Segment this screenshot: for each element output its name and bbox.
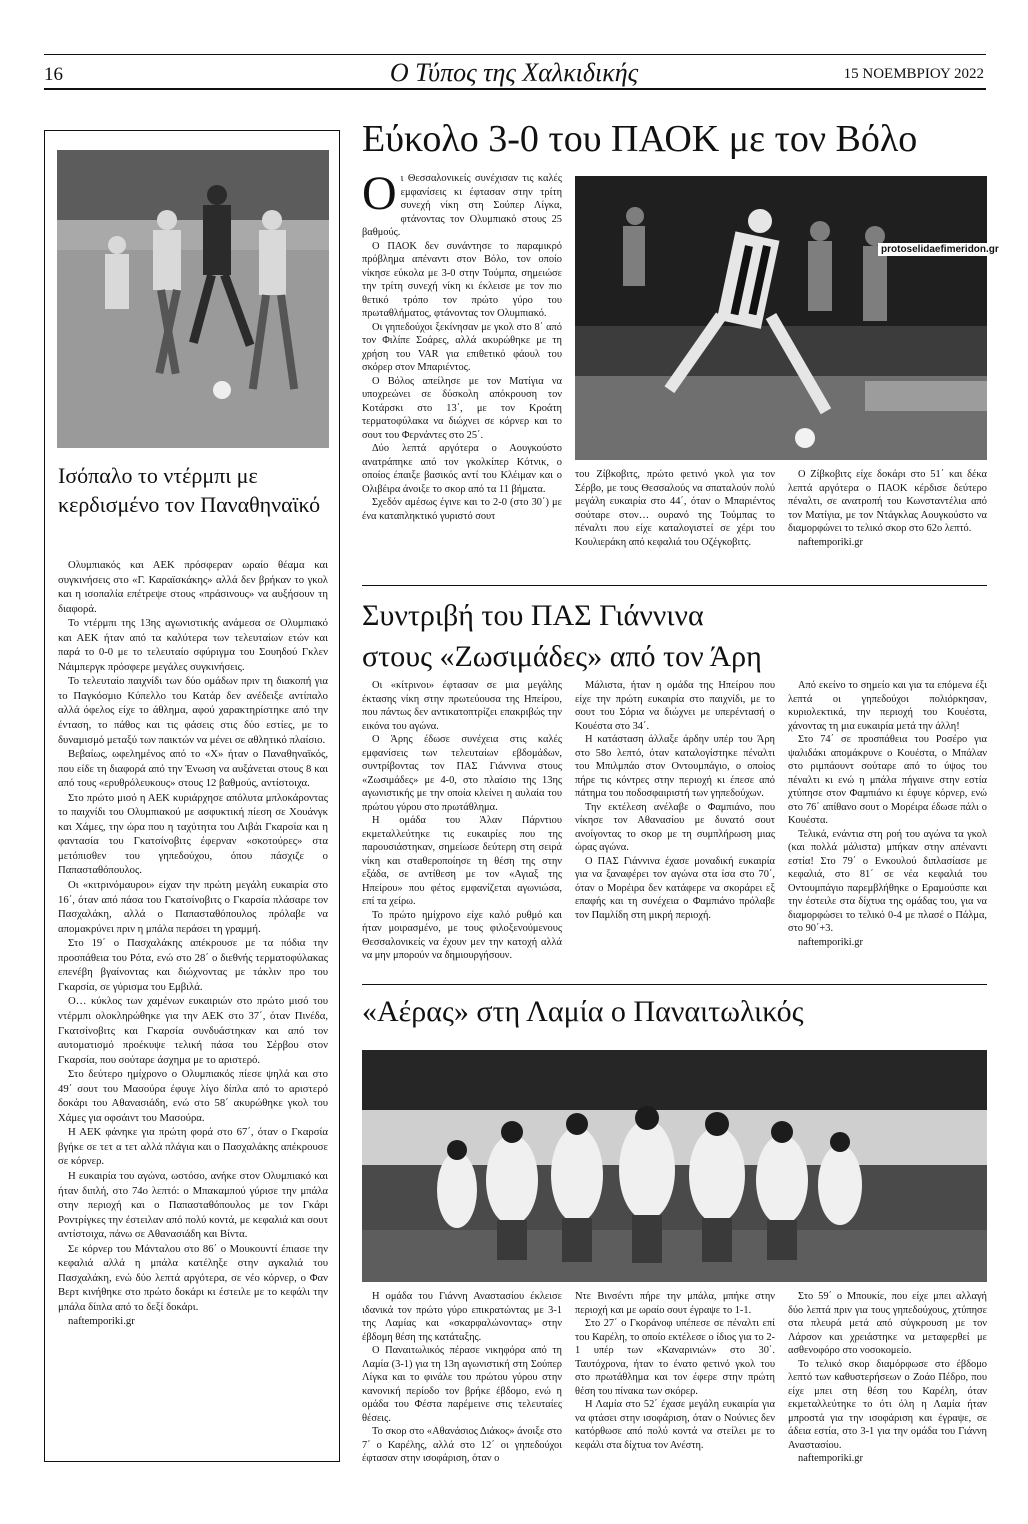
paragraph: Από εκείνο το σημείο και για τα επόμενα έξι λεπτά οι γηπεδούχοι πολιόρκησαν, κυριολεκτικά, την περιοχή του Κουέστα, χάνοντας τη μια ευκαιρία μετά την άλλη! [788, 680, 987, 732]
pas-headline [362, 596, 1002, 677]
panaitolikos-photo [362, 1050, 987, 1282]
paok-photo [575, 176, 987, 460]
header-bottom-rule [44, 88, 986, 90]
paragraph: Στο 19΄ ο Πασχαλάκης απέκρουσε με τα πόδια την προσπάθεια του Ρότα, ενώ στο 28΄ ο διεθνής τερματοφύλακας επενέβη βγαίνοντας και διώχνοντας με τάκλιν προ του Γκαρσία, σε γύρισμα του Εμβιλά. [58, 937, 328, 993]
paragraph: Στο 74΄ σε προσπάθεια του Ροσέρο για ψαλιδάκι απομάκρυνε ο Κουέστα, ο Μπάλαν στο ριμπάουντ σούταρε από το ύψος του πέναλτι κι ενώ η μπάλα πήγαινε στην εστία χτύπησε στον Φαμπιάνο κι έφυγε κόρνερ, ενώ στο 76΄ απίθανο σουτ ο Μορέιρα έδωσε πάλι ο Κουέστα. [788, 734, 987, 827]
paragraph: Μάλιστα, ήταν η ομάδα της Ηπείρου που είχε την πρώτη ευκαιρία στο παιχνίδι, με το σουτ του Σόρια να διώχνει με υπερέντασή ο Κουέστα στο 34΄. [575, 680, 775, 732]
panaitolikos-column-2 [575, 1290, 775, 1452]
panaitolikos-column-3 [788, 1290, 987, 1466]
headline-line: στους «Ζωσιμάδες» από τον Άρη [362, 639, 762, 673]
paragraph: Στο 59΄ ο Μπουκίε, που είχε μπει αλλαγή δύο λεπτά πριν για τους γηπεδούχους, χτύπησε στα πλευρά μετά από σύγκρουση με τον Λάρσον και χρειάστηκε να μεταφερθεί με ασθενοφόρο στο νοσοκομείο. [788, 1291, 987, 1357]
paragraph: του Ζίβκοβιτς, πρώτο φετινό γκολ για τον Σέρβο, με τους Θεσσαλούς να σπαταλούν πολύ μεγάλη ευκαιρία στο 44΄, όταν ο Μπαριέντος σούταρε στον… ουρανό της Τούμπας το πέναλτι που είχε καταλογιστεί σε χέρι του Κουλιεράκη από κεφαλιά του Οζέγκοβιτς. [575, 469, 775, 548]
paragraph: Ο Βόλος απείλησε με τον Ματίγια να υποχρεώνει σε δύσκολη απόκρουση τον Κοτάρσκι στο 13΄, με τον Κροάτη τερματοφύλακα να διώχνει σε κόρνερ και το σουτ του Φερνάντες στο 25΄. [362, 375, 562, 441]
drop-cap: Ο [362, 167, 397, 220]
paragraph: Η ευκαιρία του αγώνα, ωστόσο, ανήκε στον Ολυμπιακό και ήταν διπλή, στο 74ο λεπτό: ο Μπακαμπού γύρισε την μπάλα στην περιοχή και ο Παπασταθόπουλος με τον Γκάρι Ροντρίγκες την έστειλαν από πολύ κοντά, με κεφαλιά και σουτ αντίστοιχα, πάνω σε Αθανασιάδη και Βίντα. [58, 1169, 328, 1241]
paragraph: Ντε Βινσέντι πήρε την μπάλα, μπήκε στην περιοχή και με ωραίο σουτ έγραψε το 1-1. [575, 1291, 775, 1316]
paragraph: Στο δεύτερο ημίχρονο ο Ολυμπιακός πίεσε ψηλά και στο 49΄ σουτ του Μασούρα έφυγε λίγο δίπλα από το αριστερό δοκάρι του Αθανασιάδη, ενώ στο 58΄ ακυρώθηκε γκολ του Χάμες για οφσάιντ του Μασούρα. [58, 1068, 328, 1124]
paragraph: Βεβαίως, ωφελημένος από το «Χ» ήταν ο Παναθηναϊκός, που είδε τη διαφορά από την Ένωση να αυξάνεται στους 8 και από τους «ερυθρόλευκους» στους 12 βαθμούς, αντίστοιχα. [58, 748, 328, 790]
paragraph: Οι «κιτρινόμαυροι» είχαν την πρώτη μεγάλη ευκαιρία στο 16΄, όταν από πάσα του Γκατσίνοβιτς ο Γκαρσία πλάσαρε τον Πασχαλάκη, αλλά ο Παπασταθόπουλος πρόλαβε να απομακρύνει πριν η μπάλα περάσει τη γραμμή. [58, 879, 328, 935]
paragraph: Το τελευταίο παιχνίδι των δύο ομάδων πριν τη διακοπή για το Παγκόσμιο Κύπελλο του Κατάρ δεν ανέδειξε αντίπαλο αλλά όφελος είχε το άθλημα, αφού χαρακτηρίστηκε από την ένταση, το πάθος και τις φάσεις στις δύο εστίες, με το δυναμισμό μεταξύ των παικτών να μένει σε αθλητικό πλαίσιο. [58, 675, 328, 746]
paragraph: Σε κόρνερ του Μάνταλου στο 86΄ ο Μουκουντί έπιασε την κεφαλιά αλλά η μπάλα κατέληξε στην αγκαλιά του Πασχαλάκη, ενώ δύο λεπτά αργότερα, σε νέο κόρνερ, ο Φαν Βερτ κινήθηκε στο πρώτο δοκάρι κι έστειλε με το κεφάλι την μπάλα δίπλα από το δεξί δοκάρι. [58, 1242, 328, 1313]
paragraph: Το τελικό σκορ διαμόρφωσε στο έβδομο λεπτό των καθυστερήσεων ο Ζοάο Πέδρο, που είχε μπει στη θέση του Καρέλη, όταν εκμεταλλεύτηκε το ότι όλη η Λαμία ήταν μπροστά για την ισοφάριση και έγραψε, σε άδεια εστία, στο 3-1 για την ομάδα του Γιάννη Αναστασίου. [788, 1358, 987, 1451]
paragraph: Το σκορ στο «Αθανάσιος Διάκος» άνοιξε στο 7΄ ο Καρέλης, αλλά στο 12΄ οι γηπεδούχοι έφτασαν στην ισοφάριση, όταν ο [362, 1426, 562, 1465]
pas-column-1 [362, 679, 562, 963]
paragraph: Ο Άρης έδωσε συνέχεια στις καλές εμφανίσεις των τελευταίων εβδομάδων, συντρίβοντας τον ΠΑΣ Γιάννινα στους «Ζωσιμάδες» με 4-0, στο πλαίσιο της 13ης αγωνιστικής με την οποία κλείνει η αυλαία του πρώτου γύρου στο πρωτάθλημα. [362, 734, 562, 813]
paragraph: Τελικά, ενάντια στη ροή του αγώνα τα γκολ (και πολλά μάλιστα) μπήκαν στην απέναντι εστία! Στο 79΄ ο Ενκουλού διπλασίασε με κεφαλιά, στο 81΄ σε νέα κεφαλιά του Οντουμπάγιο παρεμβλήθηκε ο Εραμούσπε και την έστειλε στα δίχτυα της ομάδας του, για να διαμορφώσει το τελικό 0-4 με πλασέ ο Πάλμα, στο 90΄+3. [788, 828, 987, 935]
paragraph: Στο πρώτο μισό η ΑΕΚ κυριάρχησε απόλυτα μπλοκάροντας το παιχνίδι του Ολυμπιακού με ασφυκτική πίεση σε Χουάνγκ και Χάμες, την ώρα που η ταχύτητα του Λιβάι Γκαρσία και η φαντασία του Γκατσίνοβιτς έφερναν «σκοτούρες» στα μετόπισθεν του γηπεδούχου, όπου πάσχιζε ο Παπασταθόπουλος. [58, 791, 328, 877]
paragraph: Δύο λεπτά αργότερα ο Αουγκούστο ανατράπηκε από τον γκολκίπερ Κότνικ, ο οποίος έπαιξε βασικός αντί του Κλέιμαν και ο Ολιβέιρα άνοιξε το σκορ από τα 11 βήματα. [362, 443, 562, 495]
paragraph: Οι «κίτρινοι» έφτασαν σε μια μεγάλης έκτασης νίκη στην πρωτεύουσα της Ηπείρου, που πάντως δεν αντικατοπτρίζει επακριβώς την εικόνα του αγώνα. [362, 680, 562, 732]
paragraph: Το πρώτο ημίχρονο είχε καλό ρυθμό και ήταν μοιρασμένο, με τους φιλοξενούμενους Θεσσαλονικείς να έχουν μεν την κατοχή αλλά να μην μπορούν να δημιουργήσουν. [362, 909, 562, 962]
paok-column-3 [788, 468, 987, 549]
watermark: protoselidaefimeridon.gr [878, 243, 1002, 256]
page-number: 16 [44, 64, 63, 85]
paragraph: Στο 27΄ ο Γκοράνοφ υπέπεσε σε πέναλτι επί του Καρέλη, το οποίο εκτέλεσε ο ίδιος για το 2-1 υπέρ των «Καναρινιών» στο 30΄. Ταυτόχρονα, ήταν το ένατο φετινό γκολ του στο πρωτάθλημα και τον έφερε στην πρώτη θέση του πίνακα των σκόρερ. [575, 1318, 775, 1397]
paok-column-1 [362, 167, 562, 523]
paragraph: Οι Θεσσαλονικείς συνέχισαν τις καλές εμφανίσεις κι έφτασαν στην τρίτη συνεχή νίκη στη Σούπερ Λίγκα, φτάνοντας τον Ολυμπιακό στους 25 βαθμούς. [362, 167, 562, 239]
panaitolikos-headline: «Αέρας» στη Λαμία ο Παναιτωλικός [362, 995, 804, 1028]
paragraph: Η Λαμία στο 52΄ έχασε μεγάλη ευκαιρία για να φτάσει στην ισοφάριση, όταν ο Νούνιες δεν κατόρθωσε από πολύ κοντά να στείλει με το κεφάλι στα δίχτυα τον Ανέστη. [575, 1399, 775, 1451]
paragraph: Ο ΠΑΟΚ δεν συνάντησε το παραμικρό πρόβλημα απέναντι στον Βόλο, τον οποίο νίκησε εύκολα με 3-0 στην Τούμπα, σημειώσε την τρίτη συνεχή νίκη κι έκλεισε με τον πιο θετικό τρόπο τον πρώτο γύρο του πρωταθλήματος, φτάνοντας τον Ολυμπιακό. [362, 240, 562, 320]
pas-column-2 [575, 679, 775, 922]
headline-line: Συντριβή του ΠΑΣ Γιάννινα [362, 599, 704, 632]
paok-column-2 [575, 468, 775, 549]
section-divider [362, 585, 987, 586]
pas-column-3 [788, 679, 987, 949]
paragraph: Ο Παναιτωλικός πέρασε νικηφόρα από τη Λαμία (3-1) για τη 13η αγωνιστική στη Σούπερ Λίγκα και το φινάλε του πρώτου γύρου στην κανονική περίοδο τον βρήκε έβδομο, ενώ η ομάδα του Φέστα παρέμεινε στις τελευταίες θέσεις. [362, 1345, 562, 1424]
paragraph: Το ντέρμπι της 13ης αγωνιστικής ανάμεσα σε Ολυμπιακό και ΑΕΚ ήταν από τα καλύτερα των τελευταίων ετών και παρά το 0-0 με το τελευταίο σφύριγμα του Σουηδού Γκλεν Νάιμπεργκ πρόσφερε μεγάλες συγκινήσεις. [58, 617, 328, 673]
sidebar-headline: Ισόπαλο το ντέρμπι με κερδισμένο τον Παναθηναϊκό [58, 463, 321, 517]
paragraph: Ο ΠΑΣ Γιάννινα έχασε μοναδική ευκαιρία για να ξαναφέρει τον αγώνα στα ίσα στο 70΄, όταν ο Μορέιρα δεν κατάφερε να σκοράρει εξ επαφής και τη συνέχεια ο Φαμπιάνο πρόλαβε τον Παμλίδη στη μικρή περιοχή. [575, 855, 775, 921]
paragraph: Σχεδόν αμέσως έγινε και το 2-0 (στο 30΄) με ένα καταπληκτικό γυριστό σουτ [362, 497, 562, 522]
issue-date: 15 ΝΟΕΜΒΡΙΟΥ 2022 [843, 66, 984, 82]
source-credit: naftemporiki.gr [798, 536, 863, 548]
panaitolikos-column-1 [362, 1290, 562, 1466]
paragraph: Η ομάδα του Άλαν Πάρντιου εκμεταλλεύτηκε τις ευκαιρίες που της παρουσιάστηκαν, σημείωσε δεύτερη στη σειρά νίκη και σταθεροποίησε τη θέση της στην εξάδα, σε αντίθεση με τον «Αγιαξ της Ηπείρου» που φέτος εμφανίζεται αγωνιώσα, επί τα χείρω. [362, 815, 562, 908]
header-top-rule [44, 54, 986, 55]
paragraph: Η κατάσταση άλλαξε άρδην υπέρ του Άρη στο 58ο λεπτό, όταν καταλογίστηκε πέναλτι του Μπιλμπάο στον Οντουμπάγιο, ο οποίος πήρε τις κόντρες στην περιοχή κι έπεσε από πάτημα του ποδοσφαιριστή των γηπεδούχων. [575, 734, 775, 800]
source-credit: naftemporiki.gr [68, 1315, 135, 1328]
sidebar-body [58, 558, 328, 1329]
paragraph: Οι γηπεδούχοι ξεκίνησαν με γκολ στο 8΄ από τον Φιλίπε Σοάρες, αλλά ακυρώθηκε με τη χρήση του VAR για επιθετικό φάουλ του σκόρερ στον Μπαριέντος. [362, 321, 562, 374]
derby-photo [57, 150, 329, 448]
source-credit: naftemporiki.gr [798, 1453, 863, 1465]
paragraph: Η ΑΕΚ φάνηκε για πρώτη φορά στο 67΄, όταν ο Γκαρσία βγήκε σε τετ α τετ αλλά πλάγια και ο Πασχαλάκης απέκρουσε σε κόρνερ. [58, 1126, 328, 1168]
paragraph: Την εκτέλεση ανέλαβε ο Φαμπιάνο, που νίκησε τον Αθανασίου με δυνατό σουτ ανοίγοντας το σκορ με τη συμπλήρωση μιας ώρας αγώνα. [575, 801, 775, 854]
publication-title: Ο Τύπος της Χαλκιδικής [389, 58, 639, 87]
paragraph: Ολυμπιακός και ΑΕΚ πρόσφεραν ωραίο θέαμα και συγκινήσεις στο «Γ. Καραϊσκάκης» αλλά δεν βρήκαν το γκολ και η ισοπαλία επέτρεψε στους «πράσινους» να αυξήσουν τη διαφορά. [58, 559, 328, 615]
paragraph: Ο Ζίβκοβιτς είχε δοκάρι στο 51΄ και δέκα λεπτά αργότερα ο ΠΑΟΚ κέρδισε δεύτερο πέναλτι, σε ανατροπή του Κωνσταντέλια από τον Ματίγια, με τον Ντάγκλας Αουγκούστο να διαμορφώνει το τελικό σκορ στο 62ο λεπτό. [788, 469, 987, 535]
paragraph: Ο… κύκλος των χαμένων ευκαιριών στο πρώτο μισό του ντέρμπι ολοκληρώθηκε για την ΑΕΚ στο 37΄, όταν Πινέδα, Γκατσίνοβιτς και Γκαρσία συνδυάστηκαν και από τον αυτοματισμό προέκυψε τελική πάσα του Σέρβου στον Γκαρσία, που σούταρε άσχημα με το αριστερό. [58, 995, 328, 1066]
paok-headline: Εύκολο 3-0 του ΠΑΟΚ με τον Βόλο [362, 118, 918, 160]
source-credit: naftemporiki.gr [798, 936, 863, 948]
paragraph: Η ομάδα του Γιάννη Αναστασίου έκλεισε ιδανικά τον πρώτο γύρο επικρατώντας με 3-1 της Λαμίας και «σκαρφαλώνοντας» στην έβδομη θέση της κατάταξης. [362, 1291, 562, 1343]
section-divider [362, 984, 987, 985]
